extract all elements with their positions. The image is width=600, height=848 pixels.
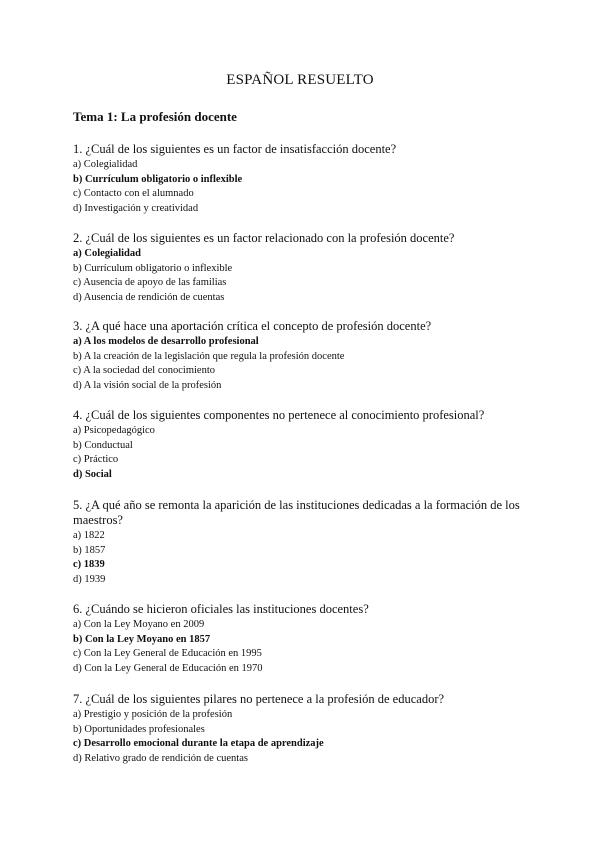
answer-option: b) 1857 [73,544,106,556]
answer-option: b) Currículum obligatorio o inflexible [73,262,233,274]
answer-option: a) Prestigio y posición de la profesión [73,709,233,720]
answer-option: d) Con la Ley General de Educación en 1970 [73,662,263,674]
answer-option: c) Ausencia de apoyo de las familias [73,277,227,289]
answer-option: c) A la sociedad del conocimiento [73,365,215,377]
correct-answer-option: c) Desarrollo emocional durante la etapa de aprendizaje [73,738,324,750]
question-text: 3. ¿A qué hace una aportación crítica el concepto de profesión docente? [73,319,432,333]
answer-option: b) Oportunidades profesionales [73,723,205,735]
answer-option: a) 1822 [73,530,105,541]
correct-answer-option: a) A los modelos de desarrollo profesional [73,336,259,347]
document-title: ESPAÑOL RESUELTO [226,72,374,88]
correct-answer-option: b) Con la Ley Moyano en 1857 [73,633,211,645]
question-text: 5. ¿A qué año se remonta la aparición de las instituciones dedicadas a la formación de los maestros? [73,498,520,527]
question-block-7 [73,692,528,766]
question-block-3 [73,319,528,393]
question-text: 2. ¿Cuál de los siguientes es un factor relacionado con la profesión docente? [73,231,455,245]
answer-option: a) Psicopedagógico [73,425,155,436]
correct-answer-option: d) Social [73,468,112,480]
answer-option: c) Práctico [73,454,119,466]
question-text: 7. ¿Cuál de los siguientes pilares no pertenece a la profesión de educador? [73,692,445,706]
answer-option: d) Ausencia de rendición de cuentas [73,291,225,303]
question-text: 1. ¿Cuál de los siguientes es un factor de insatisfacción docente? [73,142,397,156]
question-block-4 [73,408,528,482]
answer-option: c) Contacto con el alumnado [73,188,194,200]
answer-option: b) Conductual [73,439,133,451]
answer-option: d) Investigación y creatividad [73,202,199,214]
answer-option: a) Colegialidad [73,159,138,170]
answer-option: b) A la creación de la legislación que regula la profesión docente [73,350,345,362]
answer-option: d) 1939 [73,573,106,585]
correct-answer-option: b) Currículum obligatorio o inflexible [73,173,243,185]
question-text: 6. ¿Cuándo se hicieron oficiales las instituciones docentes? [73,602,369,616]
question-block-5 [73,498,528,587]
correct-answer-option: c) 1839 [73,559,105,571]
answer-option: c) Con la Ley General de Educación en 1995 [73,648,262,660]
answer-option: d) Relativo grado de rendición de cuentas [73,752,248,764]
correct-answer-option: a) Colegialidad [73,248,141,259]
answer-option: d) A la visión social de la profesión [73,379,222,391]
question-block-2 [73,231,528,305]
question-block-6 [73,602,528,676]
topic-heading: Tema 1: La profesión docente [73,109,237,124]
question-block-1 [73,142,528,216]
answer-option: a) Con la Ley Moyano en 2009 [73,619,205,630]
question-text: 4. ¿Cuál de los siguientes componentes no pertenece al conocimiento profesional? [73,408,485,422]
